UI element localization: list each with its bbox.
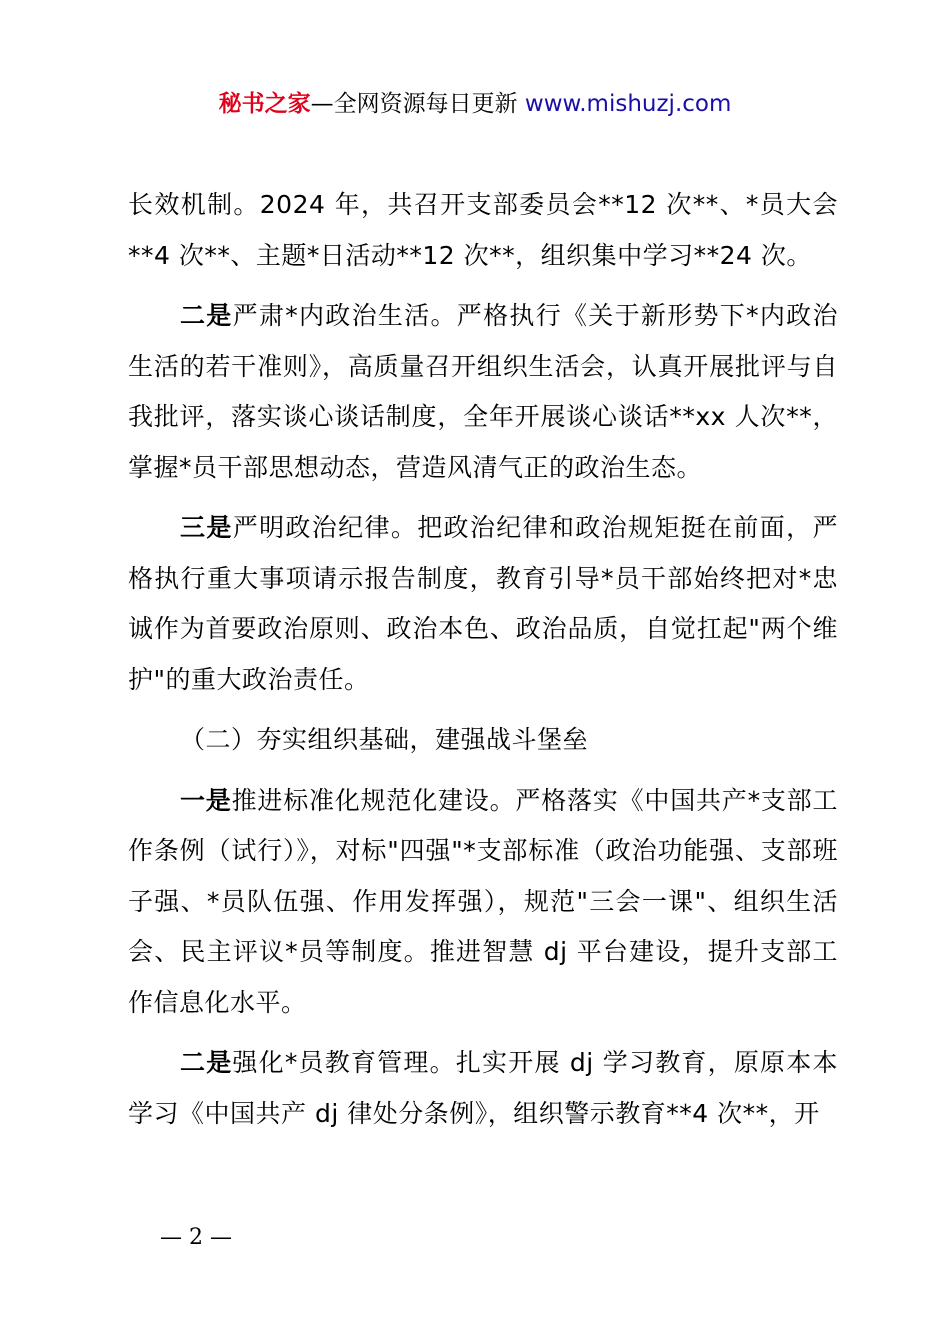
page-number: — 2 — <box>160 1225 232 1250</box>
document-body <box>128 180 838 1139</box>
paragraph-lead: 二是 <box>180 301 233 330</box>
paragraph-lead: 一是 <box>180 785 232 815</box>
site-brand: 秘书之家 <box>218 91 311 117</box>
site-header <box>0 86 950 122</box>
paragraph-point-one: 一是推进标准化规范化建设。严格落实《中国共产*支部工作条例（试行）》，对标"四强"*支部标准（政治功能强、支部班子强、*员队伍强、作用发挥强），规范"三会一课"、组织生活会、民主评议*员等制度。推进智慧 dj 平台建设，提升支部工作信息化水平。 <box>128 785 838 1017</box>
paragraph-point-two-b: 二是强化*员教育管理。扎实开展 dj 学习教育，原原本本学习《中国共产 dj 律处分条例》，组织警示教育**4 次**，开 <box>128 1048 838 1128</box>
paragraph-point-two: 二是严肃*内政治生活。严格执行《关于新形势下*内政治生活的若干准则》，高质量召开组织生活会，认真开展批评与自我批评，落实谈心谈话制度，全年开展谈心谈话**xx 人次**，掌握*员干部思想动态，营造风清气正的政治生态。 <box>128 301 838 482</box>
paragraph-continuation: 长效机制。2024 年，共召开支部委员会**12 次**、*员大会**4 次**、主题*日活动**12 次**，组织集中学习**24 次。 <box>128 190 838 270</box>
paragraph-lead: 三是 <box>180 513 233 542</box>
section-heading: （二）夯实组织基础，建强战斗堡垒 <box>180 725 589 754</box>
paragraph-point-three: 三是严明政治纪律。把政治纪律和政治规矩挺在前面，严格执行重大事项请示报告制度，教育引导*员干部始终把对*忠诚作为首要政治原则、政治本色、政治品质，自觉扛起"两个维护"的重大政治责任。 <box>128 513 838 694</box>
site-url-link[interactable]: www.mishuzj.com <box>524 91 732 117</box>
site-tagline: —全网资源每日更新 <box>310 91 525 117</box>
paragraph-lead: 二是 <box>180 1048 233 1077</box>
